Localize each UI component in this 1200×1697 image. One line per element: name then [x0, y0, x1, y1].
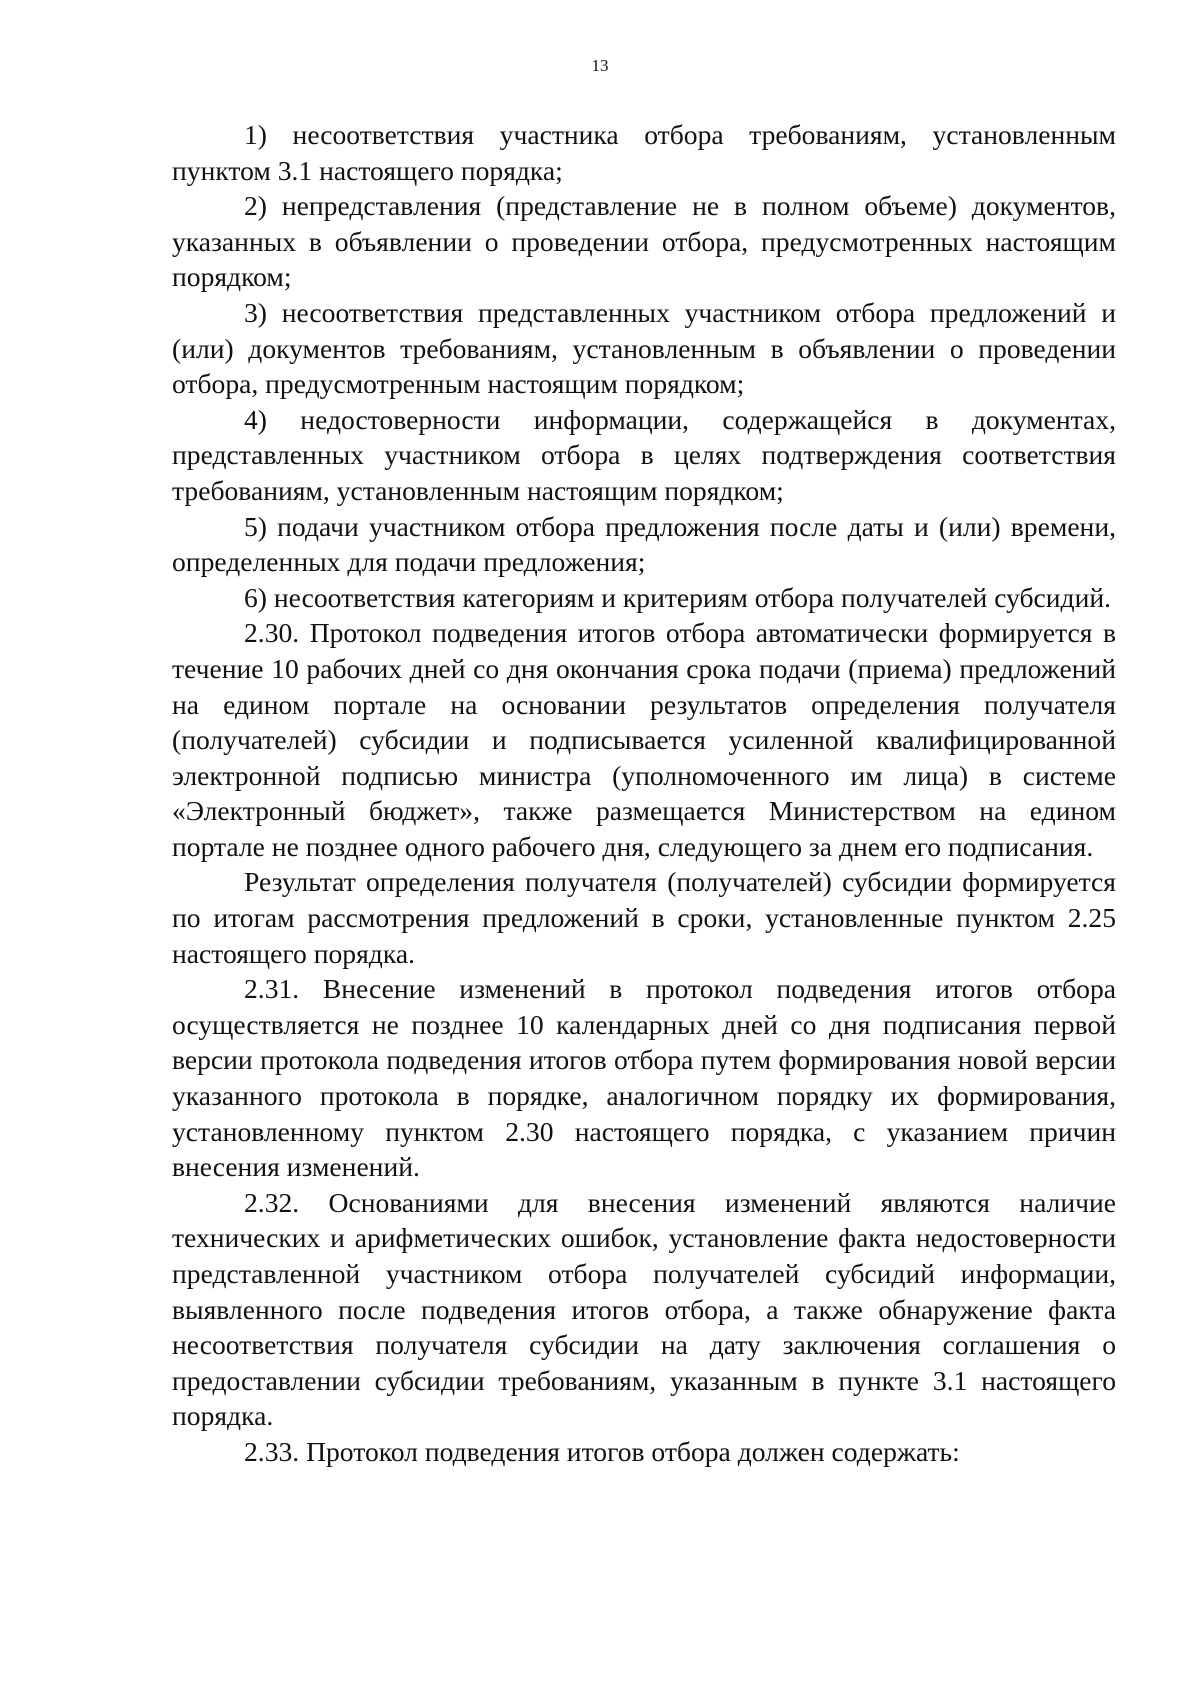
paragraph-item-5: 5) подачи участником отбора предложения после даты и (или) времени, определенных для подачи предложения;	[172, 510, 1116, 578]
paragraph-2-30: 2.30. Протокол подведения итогов отбора автоматически формируется в течение 10 рабочих дней со дня окончания срока подачи (приема) предложений на едином портале на основании результатов определения получателя (получателей) субсидии и подписывается усиленной квалифицированной электронной подписью министра (уполномоченного им лица) в системе «Электронный бюджет», также размещается Министерством на едином портале не позднее одного рабочего дня, следующего за днем его подписания.	[172, 617, 1116, 862]
paragraph-item-6: 6) несоответствия категориям и критериям отбора получателей субсидий.	[244, 581, 1112, 613]
paragraph-2-32: 2.32. Основаниями для внесения изменений являются наличие технических и арифметических ошибок, установление факта недостоверности представленной участником отбора получателей субсидий информации, выявленного после подведения итогов отбора, а также обнаружение факта несоответствия получателя субсидии на дату заключения соглашения о предоставлении субсидии требованиям, указанным в пункте 3.1 настоящего порядка.	[172, 1186, 1116, 1432]
document-body	[172, 117, 1116, 1470]
paragraph-2-33: 2.33. Протокол подведения итогов отбора должен содержать:	[244, 1435, 960, 1467]
paragraph-2-31: 2.31. Внесение изменений в протокол подведения итогов отбора осуществляется не позднее 10 календарных дней со дня подписания первой версии протокола подведения итогов отбора путем формирования новой версии указанного протокола в порядке, аналогичном порядку их формирования, установленному пунктом 2.30 настоящего порядка, с указанием причин внесения изменений.	[172, 973, 1116, 1183]
paragraph-item-1: 1) несоответствия участника отбора требованиям, установленным пунктом 3.1 настоящего порядка;	[172, 119, 1116, 186]
paragraph-item-4: 4) недостоверности информации, содержащейся в документах, представленных участником отбора в целях подтверждения соответствия требованиям, установленным настоящим порядком;	[172, 403, 1116, 506]
page-number: 13	[591, 56, 609, 75]
paragraph-item-2: 2) непредставления (представление не в полном объеме) документов, указанных в объявлении о проведении отбора, предусмотренных настоящим порядком;	[172, 190, 1116, 293]
paragraph-item-3: 3) несоответствия представленных участником отбора предложений и (или) документов требованиям, установленным в объявлении о проведении отбора, предусмотренным настоящим порядком;	[172, 296, 1116, 400]
paragraph-result: Результат определения получателя (получателей) субсидии формируется по итогам рассмотрения предложений в сроки, установленные пунктом 2.25 настоящего порядка.	[172, 866, 1116, 969]
